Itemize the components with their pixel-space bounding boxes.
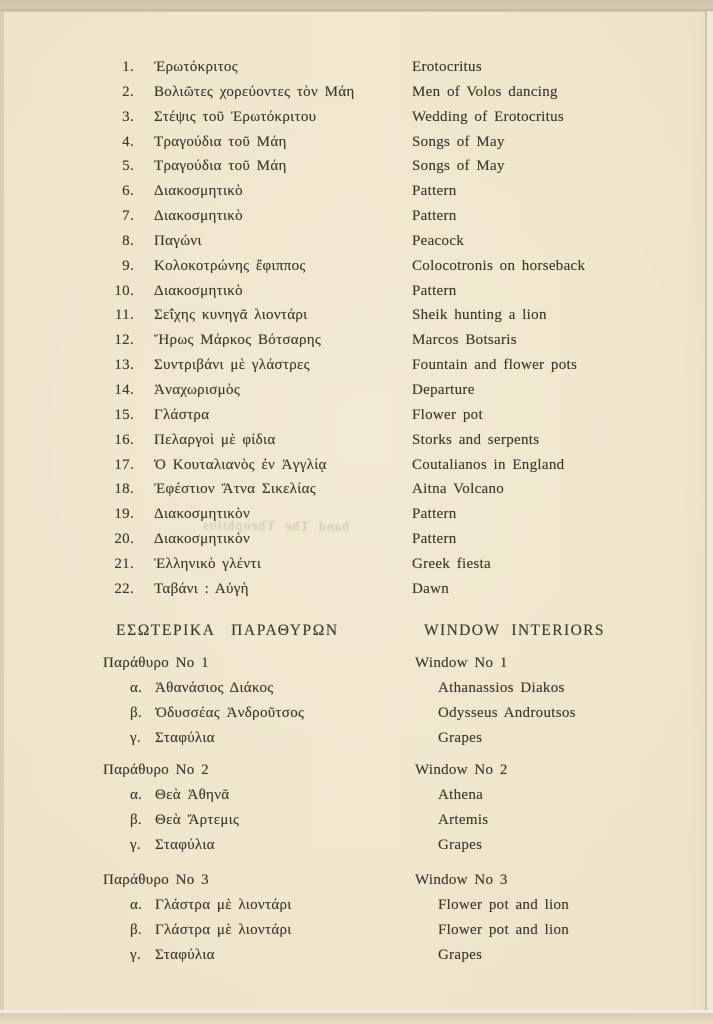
window-item: [0, 787, 713, 812]
page-top-fold-line: [0, 9, 713, 12]
page-top-edge: [0, 0, 713, 9]
window-item: [0, 947, 713, 972]
item-letter: α.: [130, 897, 143, 913]
item-title-english: Colocotronis on horseback: [412, 257, 586, 274]
section-header-english: WINDOW INTERIORS: [424, 622, 605, 639]
window-item: [0, 922, 713, 947]
item-title-greek: Ἐφέστιον Ἄτνα Σικελίας: [154, 481, 316, 498]
item-number: 19.: [114, 506, 134, 523]
item-number: 13.: [114, 357, 134, 374]
item-title-english: Grapes: [438, 837, 483, 853]
item-title-english: Coutalianos in England: [412, 456, 565, 473]
item-title-english: Pattern: [412, 183, 457, 200]
item-title-greek: Σταφύλια: [155, 947, 215, 963]
catalog-row: [0, 258, 713, 283]
page-bottom-edge: [0, 1013, 713, 1024]
bleedthrough-text: band The Theophilos: [201, 517, 350, 535]
window-group-3: [0, 872, 713, 972]
item-number: 3.: [122, 108, 134, 125]
section-header: [0, 622, 713, 647]
item-title-english: Fountain and flower pots: [412, 357, 578, 374]
item-title-greek: Τραγούδια τοῦ Μάη: [154, 158, 287, 175]
item-letter: β.: [130, 812, 142, 828]
item-title-greek: Θεὰ Ἀθηνᾶ: [155, 787, 230, 803]
item-title-greek: Σταφύλια: [155, 730, 215, 746]
catalog-row: [0, 233, 713, 258]
item-title-greek: Διακοσμητικὸ: [154, 183, 243, 200]
item-title-greek: Θεὰ Ἄρτεμις: [155, 812, 240, 828]
item-letter: γ.: [130, 837, 141, 853]
item-title-english: Athanassios Diakos: [438, 680, 565, 696]
catalog-row: [0, 357, 713, 382]
window-group-title: [0, 872, 713, 897]
item-title-english: Flower pot and lion: [438, 922, 570, 938]
item-number: 16.: [114, 431, 134, 448]
item-title-greek: Σταφύλια: [155, 837, 215, 853]
window-item: [0, 812, 713, 837]
item-number: 22.: [114, 580, 134, 597]
item-title-greek: Ὀδυσσέας Ἀνδροῦτσος: [155, 705, 305, 721]
window-group-title: [0, 762, 713, 787]
catalog-row: [0, 506, 713, 531]
item-title-greek: Ἀναχωρισμὸς: [154, 381, 241, 398]
item-title-greek: Ἐρωτόκριτος: [154, 59, 238, 75]
item-title-greek: Γλάστρα μὲ λιοντάρι: [155, 897, 292, 913]
item-title-english: Aitna Volcano: [412, 481, 505, 498]
item-number: 17.: [114, 456, 134, 473]
item-title-english: Pattern: [412, 208, 457, 225]
catalog-row: [0, 457, 713, 482]
item-number: 15.: [114, 406, 134, 423]
item-title-greek: Διακοσμητικὸν: [154, 506, 251, 523]
item-title-english: Grapes: [438, 947, 483, 963]
item-letter: γ.: [130, 947, 141, 963]
item-title-english: Dawn: [412, 580, 450, 597]
item-title-greek: Ἑλληνικὸ γλέντι: [154, 555, 262, 572]
item-title-greek: Ὁ Κουταλιανὸς ἐν Ἀγγλίᾳ: [154, 456, 327, 473]
catalog-row: [0, 183, 713, 208]
item-letter: β.: [130, 922, 142, 938]
window-title-english: Window No 1: [415, 655, 508, 671]
item-title-greek: Ἀθανάσιος Διάκος: [155, 680, 274, 696]
catalog-row: [0, 59, 713, 84]
item-number: 1.: [122, 59, 134, 75]
item-title-english: Artemis: [438, 812, 489, 828]
item-title-greek: Διακοσμητικὸν: [154, 531, 251, 548]
item-number: 4.: [122, 133, 134, 150]
window-item: [0, 730, 713, 755]
item-number: 11.: [114, 307, 134, 324]
catalog-row: [0, 158, 713, 183]
item-title-english: Wedding of Erotocritus: [412, 108, 565, 125]
item-number: 14.: [114, 381, 134, 398]
item-title-english: Men of Volos dancing: [412, 83, 558, 100]
item-title-english: Athena: [438, 787, 484, 803]
item-number: 20.: [114, 531, 134, 548]
item-title-english: Flower pot: [412, 406, 483, 423]
catalog-row: [0, 283, 713, 308]
catalog-row: [0, 84, 713, 109]
item-title-greek: Κολοκοτρώνης ἔφιππος: [154, 257, 306, 274]
catalog-row: [0, 531, 713, 556]
item-title-english: Songs of May: [412, 133, 505, 150]
item-title-greek: Γλάστρα μὲ λιοντάρι: [155, 922, 292, 938]
item-title-greek: Συντριβάνι μὲ γλάστρες: [154, 357, 310, 374]
item-title-greek: Ταβάνι : Αὐγὴ: [154, 580, 249, 597]
item-title-english: Peacock: [412, 232, 465, 249]
catalog-row: [0, 307, 713, 332]
item-title-greek: Στέψις τοῦ Ἐρωτόκριτου: [154, 108, 317, 125]
item-title-greek: Διακοσμητικὸ: [154, 282, 243, 299]
item-title-english: Flower pot and lion: [438, 897, 570, 913]
item-title-english: Erotocritus: [412, 59, 482, 75]
item-title-english: Songs of May: [412, 158, 505, 175]
catalog-row: [0, 556, 713, 581]
window-group-title: [0, 655, 713, 680]
item-title-english: Odysseus Androutsos: [438, 705, 576, 721]
item-letter: γ.: [130, 730, 141, 746]
item-number: 18.: [114, 481, 134, 498]
catalog-row: [0, 432, 713, 457]
item-title-english: Sheik hunting a lion: [412, 307, 547, 324]
item-number: 5.: [122, 158, 134, 175]
item-title-english: Storks and serpents: [412, 431, 540, 448]
item-title-english: Pattern: [412, 282, 457, 299]
item-title-english: Pattern: [412, 531, 457, 548]
item-number: 6.: [122, 183, 134, 200]
item-title-greek: Σεΐχης κυνηγᾶ λιοντάρι: [154, 307, 308, 324]
item-letter: α.: [130, 680, 143, 696]
catalog-row: [0, 581, 713, 606]
window-group-2: [0, 762, 713, 862]
window-title-english: Window No 2: [415, 762, 508, 778]
item-number: 7.: [122, 208, 134, 225]
window-item: [0, 837, 713, 862]
window-title-english: Window No 3: [415, 872, 508, 888]
window-item: [0, 680, 713, 705]
item-title-english: Departure: [412, 381, 475, 398]
item-title-english: Grapes: [438, 730, 483, 746]
item-title-greek: Γλάστρα: [154, 406, 210, 423]
item-letter: β.: [130, 705, 142, 721]
catalog-list: [0, 59, 713, 606]
item-number: 10.: [114, 282, 134, 299]
item-title-greek: Παγώνι: [154, 232, 202, 249]
item-letter: α.: [130, 787, 143, 803]
window-item: [0, 705, 713, 730]
window-title-greek: Παράθυρο No 2: [103, 762, 209, 778]
item-title-greek: Ἥρως Μάρκος Βότσαρης: [154, 332, 322, 349]
item-title-greek: Βολιῶτες χορεύοντες τὸν Μάη: [154, 83, 355, 100]
item-title-greek: Διακοσμητικὸ: [154, 208, 243, 225]
item-number: 8.: [122, 232, 134, 249]
catalog-row: [0, 332, 713, 357]
item-title-english: Pattern: [412, 506, 457, 523]
catalog-row: [0, 109, 713, 134]
window-group-1: [0, 655, 713, 755]
catalog-row: [0, 134, 713, 159]
catalog-row: [0, 407, 713, 432]
window-title-greek: Παράθυρο No 1: [103, 655, 209, 671]
item-number: 21.: [114, 555, 134, 572]
window-title-greek: Παράθυρο No 3: [103, 872, 209, 888]
item-number: 2.: [122, 83, 134, 100]
item-number: 12.: [114, 332, 134, 349]
catalog-row: [0, 481, 713, 506]
item-title-greek: Πελαργοὶ μὲ φίδια: [154, 431, 276, 448]
section-header-greek: ΕΣΩΤΕΡΙΚΑ ΠΑΡΑΘΥΡΩΝ: [116, 622, 339, 639]
window-item: [0, 897, 713, 922]
catalog-row: [0, 208, 713, 233]
catalog-row: [0, 382, 713, 407]
item-title-english: Marcos Botsaris: [412, 332, 517, 349]
item-title-greek: Τραγούδια τοῦ Μάη: [154, 133, 287, 150]
item-number: 9.: [122, 257, 134, 274]
item-title-english: Greek fiesta: [412, 555, 491, 572]
